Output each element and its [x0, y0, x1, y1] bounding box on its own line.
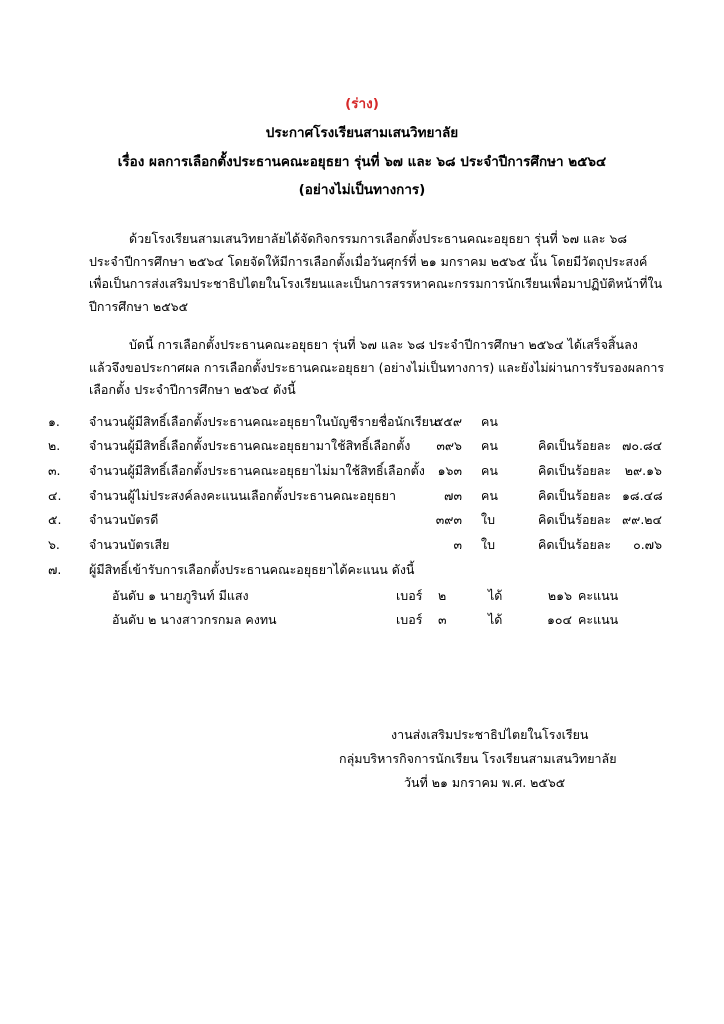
item-number: ๕. — [48, 512, 62, 527]
signature-division: กลุ่มบริหารกิจการนักเรียน โรงเรียนสามเสนวิทยาลัย — [339, 751, 617, 766]
item-percent: ๑๘.๔๘ — [622, 488, 663, 503]
item-percent-label: คิดเป็นร้อยละ — [538, 438, 612, 453]
item-text: ผู้มีสิทธิ์เข้ารับการเลือกตั้งประธานคณะอยุธยาได้คะแนน ดังนี้ — [89, 562, 415, 577]
candidate-score-unit: คะแนน — [578, 612, 619, 627]
item-value: ๓๙๖ — [436, 438, 462, 453]
item-percent-label: คิดเป็นร้อยละ — [538, 537, 612, 552]
result-paragraph — [89, 334, 665, 402]
item-unit: คน — [481, 438, 498, 453]
item-value: ๓ — [453, 537, 462, 552]
announcement-subject: เรื่อง ผลการเลือกตั้งประธานคณะอยุธยา รุ่นที่ ๖๗ และ ๖๘ ประจำปีการศึกษา ๒๕๖๔ — [117, 154, 607, 170]
item-number: ๖. — [48, 537, 60, 552]
item-value: ๗๓ — [444, 488, 462, 503]
item-percent: ๙๙.๒๔ — [622, 512, 662, 527]
item-value: ๑๖๓ — [437, 463, 462, 478]
candidate-number: ๒ — [438, 588, 447, 603]
candidate-rank: อันดับ ๑ นายภูรินท์ มีแสง — [112, 588, 249, 603]
candidate-score: ๒๑๖ — [547, 588, 572, 603]
candidate-score-unit: คะแนน — [578, 588, 619, 603]
candidate-got: ได้ — [488, 612, 503, 627]
signature-department: งานส่งเสริมประชาธิปไตยในโรงเรียน — [391, 727, 589, 742]
item-text: จำนวนผู้มีสิทธิ์เลือกตั้งประธานคณะอยุธยาในบัญชีรายชื่อนักเรียน — [89, 414, 438, 429]
item-number: ๗. — [48, 562, 62, 577]
candidate-score: ๑๐๔ — [546, 612, 572, 627]
candidate-got: ได้ — [488, 588, 503, 603]
paragraph-line: เพื่อเป็นการส่งเสริมประชาธิปไตยในโรงเรียนและเป็นการสรรหาคณะกรรมการนักเรียนเพื่อมาปฏิบัติหน้าที่ใน — [89, 276, 663, 291]
paragraph-line: เลือกตั้ง ประจำปีการศึกษา ๒๕๖๔ ดังนี้ — [89, 382, 296, 397]
item-text: จำนวนบัตรดี — [89, 512, 159, 527]
signature-date: วันที่ ๒๑ มกราคม พ.ศ. ๒๕๖๕ — [404, 775, 566, 790]
item-unit: ใบ — [481, 537, 496, 552]
item-percent-label: คิดเป็นร้อยละ — [538, 488, 612, 503]
item-unit: คน — [481, 488, 498, 503]
item-text: จำนวนผู้มีสิทธิ์เลือกตั้งประธานคณะอยุธยามาใช้สิทธิ์เลือกตั้ง — [89, 438, 411, 453]
paragraph-line: บัดนี้ การเลือกตั้งประธานคณะอยุธยา รุ่นที่ ๖๗ และ ๖๘ ประจำปีการศึกษา ๒๕๖๔ ได้เสร็จสิ้นลง — [129, 337, 638, 352]
item-percent-label: คิดเป็นร้อยละ — [538, 512, 612, 527]
item-number: ๑. — [48, 414, 60, 429]
paragraph-line: แล้วจึงขอประกาศผล การเลือกตั้งประธานคณะอยุธยา (อย่างไม่เป็นทางการ) และยังไม่ผ่านการรับรองผลการ — [89, 359, 665, 375]
intro-paragraph — [89, 228, 663, 318]
paragraph-line: ประจำปีการศึกษา ๒๕๖๔ โดยจัดให้มีการเลือกตั้งเมื่อวันศุกร์ที่ ๒๑ มกราคม ๒๕๖๕ นั้น โดยมีวัตถุประสงค์ — [89, 253, 648, 269]
announcement-title: ประกาศโรงเรียนสามเสนวิทยาลัย — [265, 125, 459, 141]
unofficial-label: (อย่างไม่เป็นทางการ) — [298, 182, 426, 198]
item-unit: คน — [481, 414, 498, 429]
candidate-number-label: เบอร์ — [396, 612, 423, 627]
item-number: ๒. — [48, 438, 61, 453]
candidate-number-label: เบอร์ — [396, 588, 423, 603]
item-unit: ใบ — [481, 512, 496, 527]
item-percent-label: คิดเป็นร้อยละ — [538, 463, 612, 478]
candidate-rank: อันดับ ๒ นางสาวกรกมล คงทน — [112, 612, 277, 627]
item-text: จำนวนผู้ไม่ประสงค์ลงคะแนนเลือกตั้งประธานคณะอยุธยา — [89, 488, 397, 503]
item-unit: คน — [481, 463, 498, 478]
item-text: จำนวนบัตรเสีย — [89, 537, 170, 552]
item-text: จำนวนผู้มีสิทธิ์เลือกตั้งประธานคณะอยุธยาไม่มาใช้สิทธิ์เลือกตั้ง — [89, 463, 425, 478]
paragraph-line: ด้วยโรงเรียนสามเสนวิทยาลัยได้จัดกิจกรรมการเลือกตั้งประธานคณะอยุธยา รุ่นที่ ๖๗ และ ๖๘ — [129, 231, 628, 246]
candidate-number: ๓ — [438, 612, 447, 627]
item-percent: ๐.๗๖ — [633, 537, 662, 552]
item-percent: ๒๙.๑๖ — [624, 463, 662, 478]
draft-label: (ร่าง) — [345, 96, 379, 112]
item-value: ๓๙๓ — [435, 512, 462, 527]
paragraph-line: ปีการศึกษา ๒๕๖๕ — [89, 298, 189, 314]
item-number: ๓. — [48, 463, 61, 478]
item-number: ๔. — [48, 488, 62, 503]
item-percent: ๗๐.๘๔ — [622, 438, 663, 453]
item-value: ๕๕๙ — [433, 414, 462, 429]
